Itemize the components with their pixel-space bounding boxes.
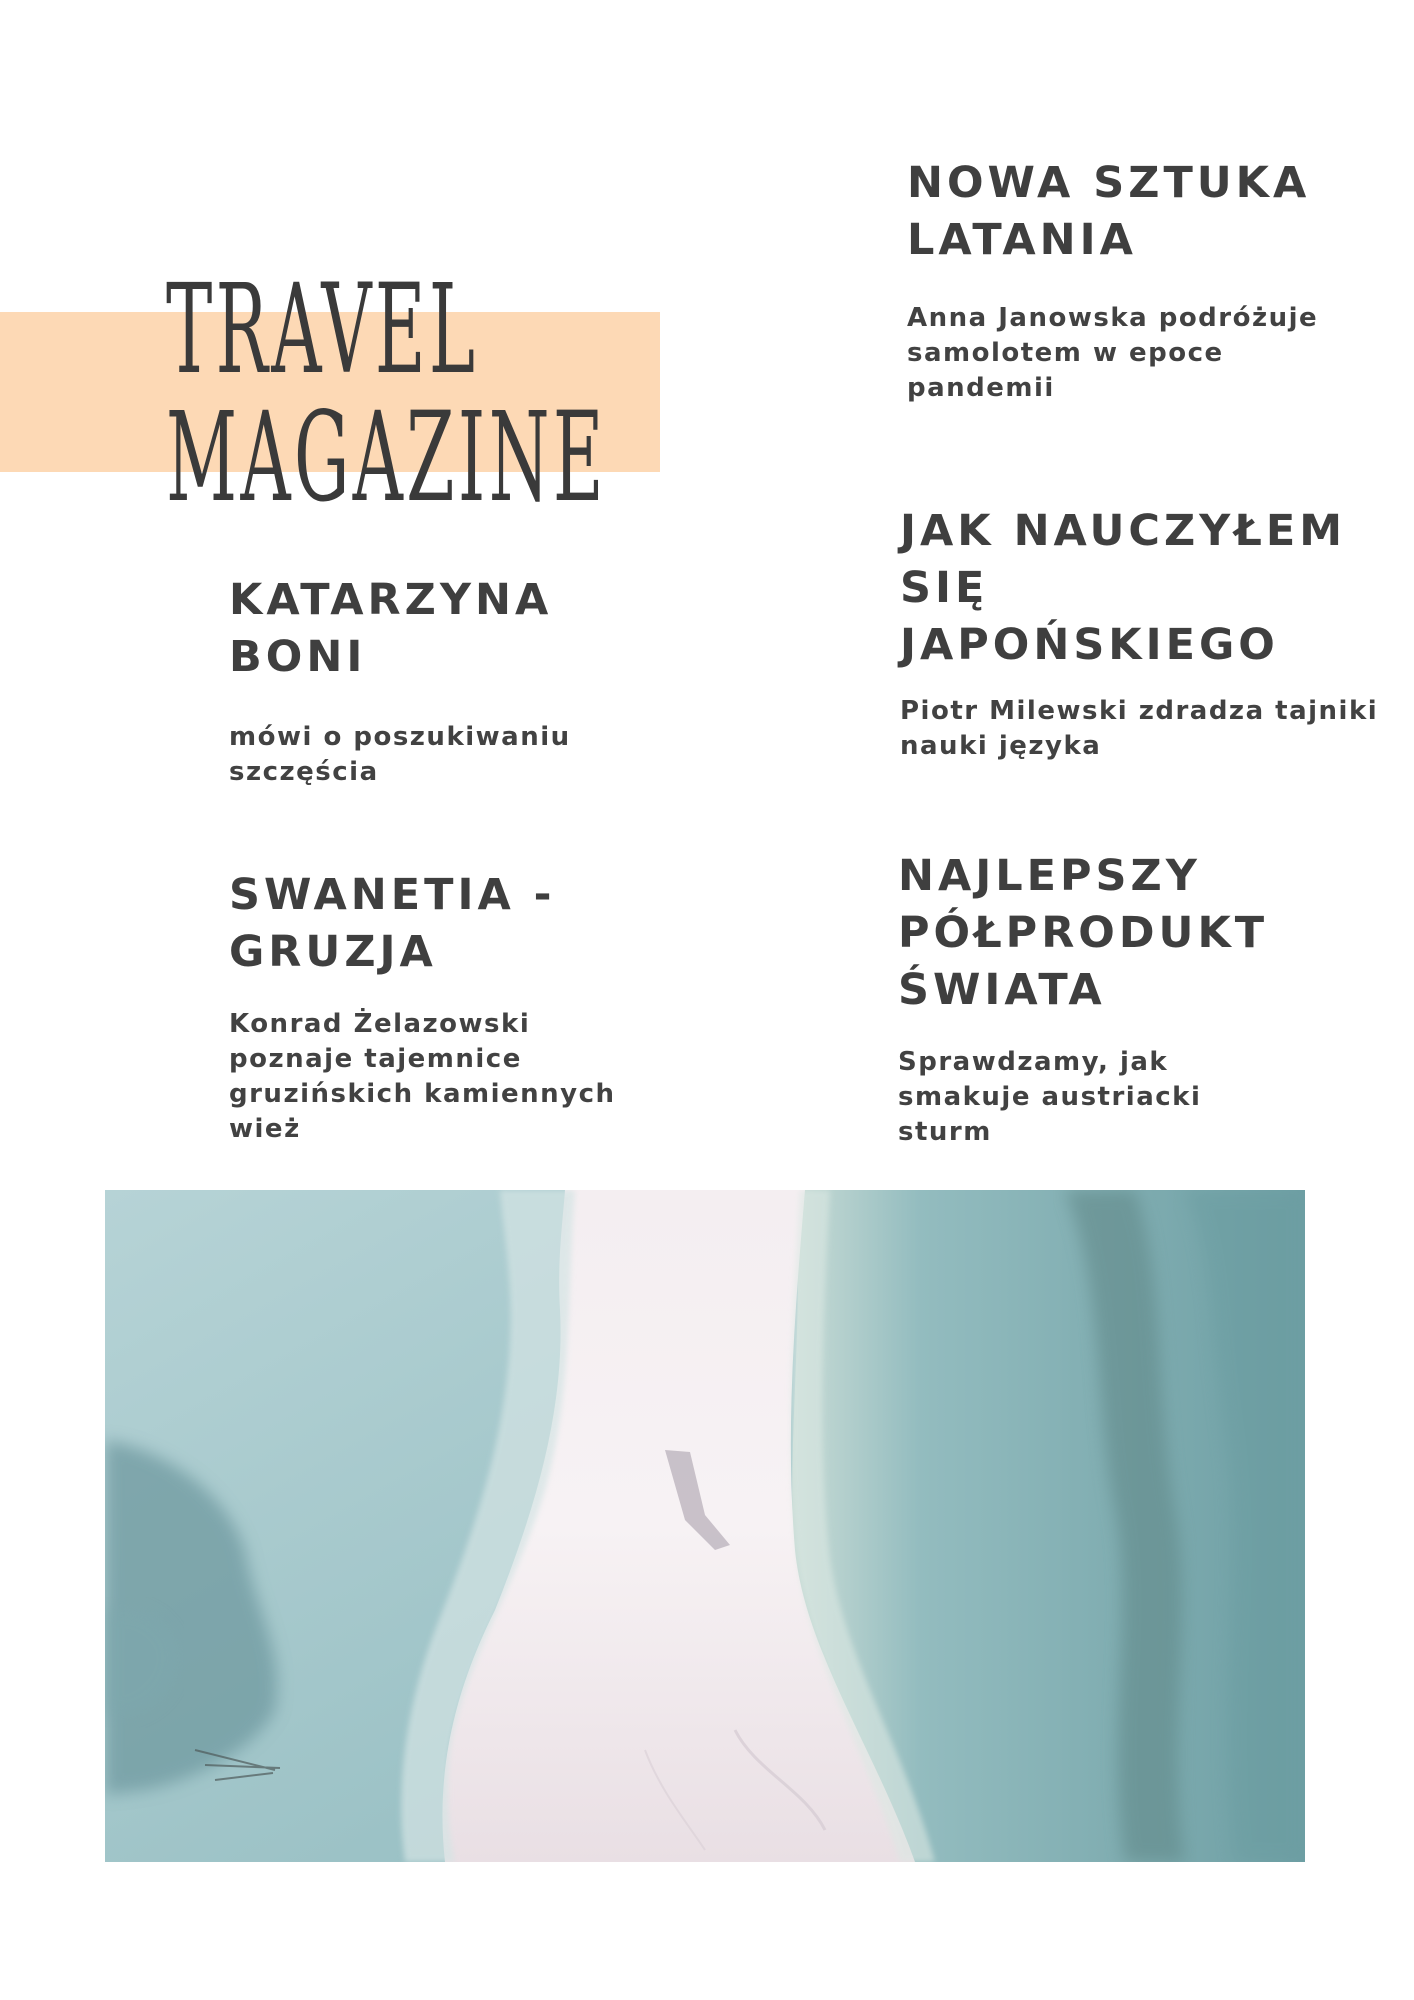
article-jak-nauczylem-sie-japonskiego	[900, 503, 1380, 764]
article-najlepszy-polprodukt-swiata	[898, 848, 1358, 1150]
article-swanetia-gruzja	[229, 867, 649, 1147]
article-title: SWANETIA - GRUZJA	[229, 870, 556, 977]
article-title: JAK NAUCZYŁEM SIĘ JAPOŃSKIEGO	[900, 506, 1347, 670]
article-subtitle: Anna Janowska podróżuje samolotem w epoce pandemii	[907, 303, 1319, 403]
article-title: NAJLEPSZY PÓŁPRODUKT ŚWIATA	[898, 851, 1269, 1015]
article-subtitle: mówi o poszukiwaniu szczęścia	[229, 722, 571, 787]
aerial-beach-photo	[105, 1190, 1305, 1862]
masthead-line-magazine: MAGAZINE	[166, 386, 607, 530]
article-nowa-sztuka-latania	[907, 155, 1377, 406]
article-subtitle: Piotr Milewski zdradza tajniki nauki języka	[900, 696, 1379, 761]
article-subtitle: Konrad Żelazowski poznaje tajemnice gruzińskich kamiennych wież	[229, 1009, 616, 1144]
article-subtitle: Sprawdzamy, jak smakuje austriacki sturm	[898, 1047, 1202, 1147]
article-title: KATARZYNA BONI	[229, 575, 553, 682]
masthead-line-travel: TRAVEL	[166, 258, 479, 402]
article-katarzyna-boni	[229, 572, 649, 790]
masthead-title	[166, 258, 953, 530]
article-title: NOWA SZTUKA LATANIA	[907, 158, 1311, 265]
beach-illustration	[105, 1190, 1305, 1862]
